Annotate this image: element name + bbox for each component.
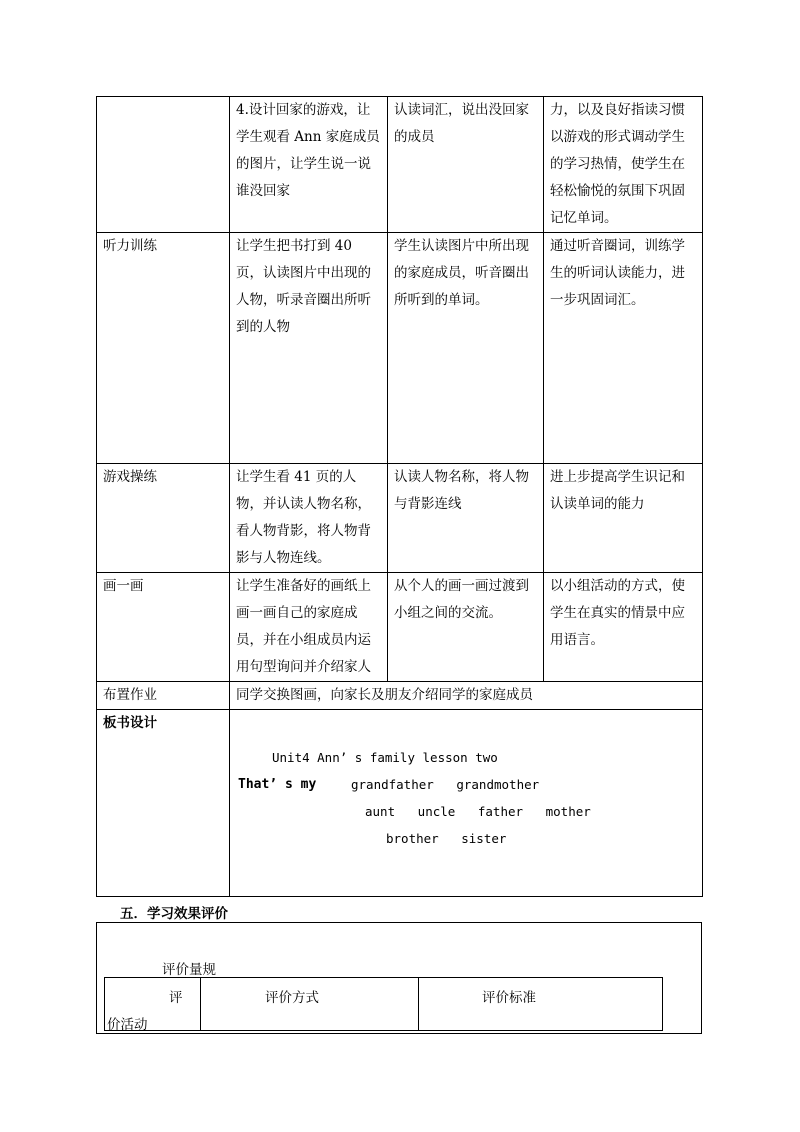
section-heading: 五．学习效果评价: [120, 906, 228, 922]
stage-cell: 游戏操练: [97, 464, 230, 573]
teacher-activity-cell: 4.设计回家的游戏，让学生观看 Ann 家庭成员的图片，让学生说一说谁没回家: [230, 97, 388, 233]
board-title: Unit4 Ann’ s family lesson two: [272, 750, 498, 765]
board-line-1: grandfather grandmother: [351, 777, 540, 792]
evaluation-table: [104, 977, 663, 1031]
design-purpose-cell: 通过听音圈词，训练学生的听词认读能力，进一步巩固词汇。: [544, 233, 703, 464]
student-activity-cell: 从个人的画一画过渡到小组之间的交流。: [388, 573, 544, 682]
eval-activity-header: 评 价活动: [105, 978, 201, 1031]
stage-cell: 布置作业: [97, 682, 230, 710]
board-line-3: brother sister: [386, 831, 507, 846]
table-row: [105, 978, 663, 1031]
board-lead: That’ s my: [238, 777, 317, 792]
table-row: [97, 97, 703, 233]
teacher-activity-cell: 让学生看 41 页的人物，并认读人物名称，看人物背影，将人物背影与人物连线。: [230, 464, 388, 573]
eval-standard-header: 评价标准: [419, 978, 663, 1031]
design-purpose-cell: 力，以及良好指读习惯以游戏的形式调动学生的学习热情，使学生在轻松愉悦的氛围下巩固记忆单词。: [544, 97, 703, 233]
table-row: [97, 464, 703, 573]
evaluation-subheading: 评价量规: [162, 962, 216, 978]
board-design-cell: [230, 710, 703, 897]
teacher-activity-cell: 让学生准备好的画纸上画一画自己的家庭成员，并在小组成员内运用句型询问并介绍家人: [230, 573, 388, 682]
stage-cell: 板书设计: [97, 710, 230, 897]
lesson-plan-table: [96, 96, 703, 897]
eval-method-header: 评价方式: [201, 978, 419, 1031]
stage-cell: 听力训练: [97, 233, 230, 464]
stage-cell: [97, 97, 230, 233]
student-activity-cell: 学生认读图片中所出现的家庭成员，听音圈出所听到的单词。: [388, 233, 544, 464]
board-design-row: [97, 710, 703, 897]
homework-content-cell: 同学交换图画，向家长及朋友介绍同学的家庭成员: [230, 682, 703, 710]
board-design: [230, 710, 702, 896]
homework-row: [97, 682, 703, 710]
board-line-2: aunt uncle father mother: [365, 804, 591, 819]
student-activity-cell: 认读词汇，说出没回家的成员: [388, 97, 544, 233]
stage-cell: 画一画: [97, 573, 230, 682]
table-row: [97, 233, 703, 464]
teacher-activity-cell: 让学生把书打到 40 页，认读图片中出现的人物，听录音圈出所听到的人物: [230, 233, 388, 464]
design-purpose-cell: 以小组活动的方式，使学生在真实的情景中应用语言。: [544, 573, 703, 682]
student-activity-cell: 认读人物名称，将人物与背影连线: [388, 464, 544, 573]
table-row: [97, 573, 703, 682]
design-purpose-cell: 进上步提高学生识记和认读单词的能力: [544, 464, 703, 573]
